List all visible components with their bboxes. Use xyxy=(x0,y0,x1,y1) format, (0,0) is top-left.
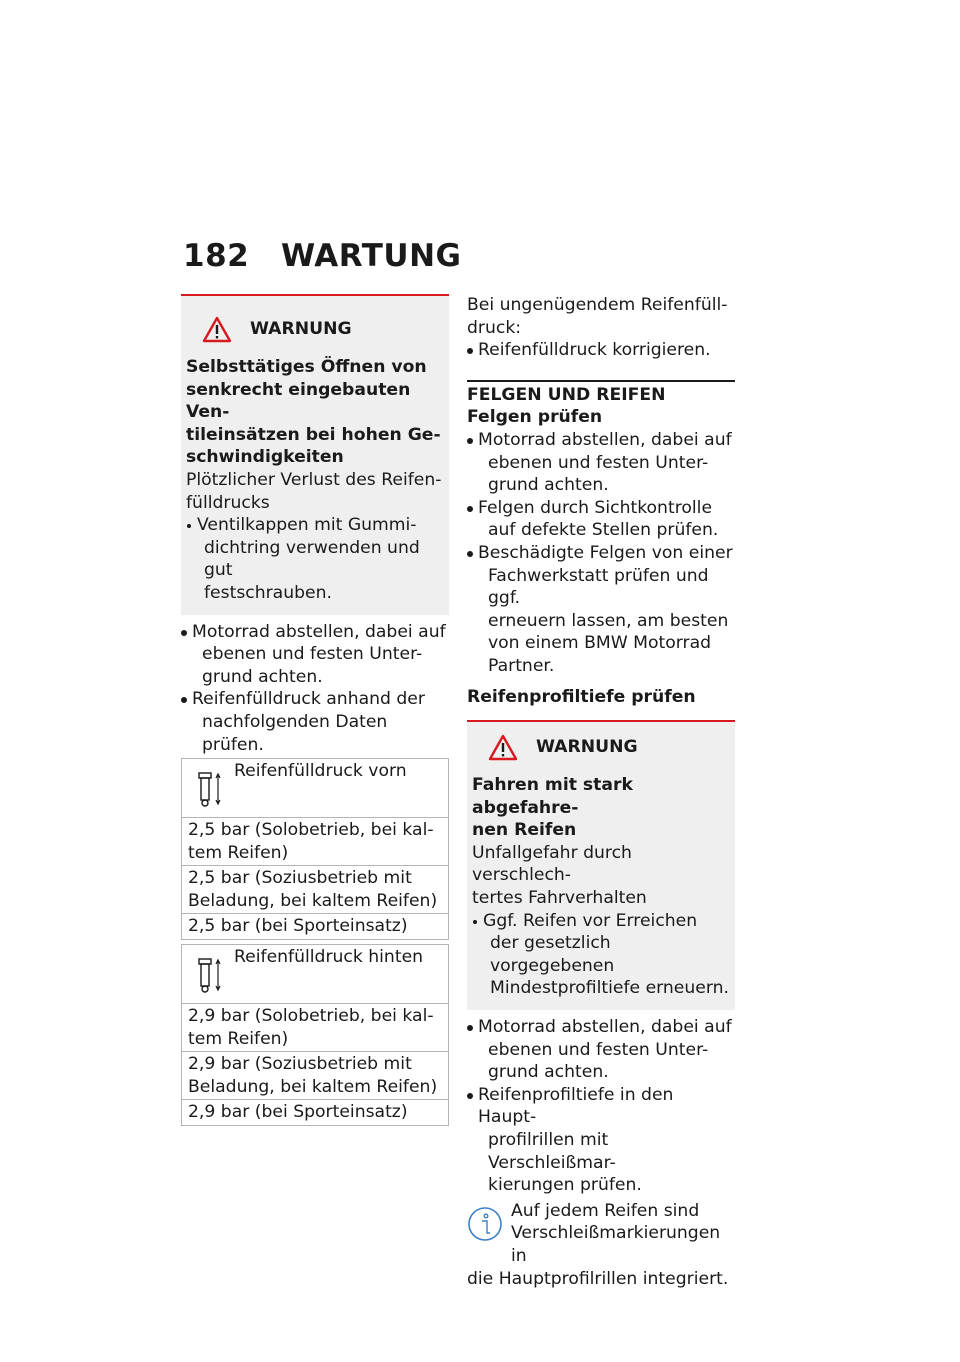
intro-bullet: Reifenfülldruck korrigieren. xyxy=(467,339,735,362)
warning-header xyxy=(472,732,730,762)
warning-triangle-icon xyxy=(202,316,232,343)
warning-description: Unfallgefahr durch verschlech- tertes Fahrverhalten xyxy=(472,842,647,909)
info-note: Auf jedem Reifen sind Verschleißmarkierungen in die Hauptprofilrillen integriert. xyxy=(467,1200,729,1289)
page-header xyxy=(183,238,461,274)
left-column xyxy=(181,294,449,1126)
warning-measure: Ventilkappen mit Gummi- dichtring verwenden und gut festschrauben. xyxy=(186,514,444,604)
tread-step-park: Motorrad abstellen, dabei auf ebenen und festen Unter- grund achten. xyxy=(467,1016,735,1084)
page-number: 182 xyxy=(183,238,250,274)
warning-title: Fahren mit stark abgefahre- nen Reifen xyxy=(472,775,633,841)
rear-pressure-header: Reifenfülldruck hinten xyxy=(182,945,449,1004)
tread-steps xyxy=(467,1016,735,1197)
warning-triangle-icon xyxy=(488,734,518,761)
chapter-title: WARTUNG xyxy=(281,238,462,274)
info-icon xyxy=(467,1206,503,1242)
rim-step-visual: Felgen durch Sichtkontrolle auf defekte Stellen prüfen. xyxy=(467,497,735,542)
step-park: Motorrad abstellen, dabei auf ebenen und festen Unter- grund achten. xyxy=(181,621,449,689)
warning-description: Plötzlicher Verlust des Reifen- fülldrucks xyxy=(186,469,442,513)
step-check-pressure: Reifenfülldruck anhand der nachfolgenden Daten prüfen. xyxy=(181,688,449,756)
warning-title: Selbsttätiges Öffnen von senkrecht eingebauten Ven- tileinsätzen bei hohen Ge- schwindigkeiten xyxy=(186,357,441,468)
left-steps xyxy=(181,621,449,757)
rear-pressure-pillion: 2,9 bar (Soziusbetrieb mit Beladung, bei kaltem Reifen) xyxy=(182,1052,449,1100)
warning-label: WARNUNG xyxy=(536,737,638,758)
rim-steps xyxy=(467,429,735,678)
front-pressure-sport: 2,5 bar (bei Sporteinsatz) xyxy=(182,914,449,940)
intro-text: Bei ungenügendem Reifenfüll- druck: xyxy=(467,295,728,338)
tire-pressure-icon xyxy=(196,955,224,995)
front-pressure-table xyxy=(181,758,449,940)
tread-step-check: Reifenprofiltiefe in den Haupt- profilrillen mit Verschleißmar- kierungen prüfen. xyxy=(467,1084,735,1197)
warning-header xyxy=(186,314,444,344)
warning-label: WARNUNG xyxy=(250,319,352,339)
rim-step-park: Motorrad abstellen, dabei auf ebenen und festen Unter- grund achten. xyxy=(467,429,735,497)
section-title: FELGEN UND REIFEN xyxy=(467,380,735,407)
rear-pressure-sport: 2,9 bar (bei Sporteinsatz) xyxy=(182,1100,449,1126)
warning-box-tread xyxy=(467,722,735,1010)
tire-pressure-icon xyxy=(196,769,224,809)
front-pressure-header: Reifenfülldruck vorn xyxy=(182,759,449,818)
warning-box-valve xyxy=(181,294,449,615)
subsection-rims: Felgen prüfen xyxy=(467,407,603,428)
front-pressure-pillion: 2,5 bar (Soziusbetrieb mit Beladung, bei kaltem Reifen) xyxy=(182,866,449,914)
warning-measure: Ggf. Reifen vor Erreichen der gesetzlich vorgegebenen Mindestprofiltiefe erneuern. xyxy=(472,910,730,1000)
front-pressure-solo: 2,5 bar (Solobetrieb, bei kal- tem Reifen) xyxy=(182,818,449,866)
rear-pressure-table xyxy=(181,944,449,1126)
rim-step-workshop: Beschädigte Felgen von einer Fachwerkstatt prüfen und ggf. erneuern lassen, am besten von einem BMW Motorrad Partner. xyxy=(467,542,735,678)
right-column xyxy=(467,294,735,1290)
rear-pressure-solo: 2,9 bar (Solobetrieb, bei kal- tem Reifen) xyxy=(182,1004,449,1052)
subsection-tread-depth: Reifenprofiltiefe prüfen xyxy=(467,686,735,723)
